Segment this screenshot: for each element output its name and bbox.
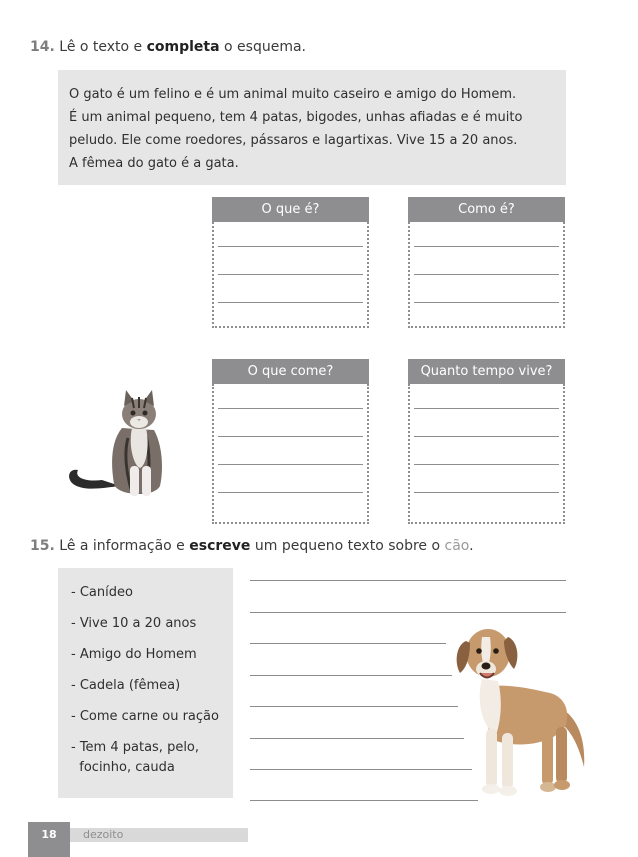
scheme-card-header: Como é?: [408, 197, 565, 222]
answer-line[interactable]: [218, 492, 363, 493]
answer-line[interactable]: [414, 492, 559, 493]
dog-info-list: [71, 583, 233, 778]
question-keyword: completa: [146, 39, 220, 55]
cat-passage-box: [58, 70, 566, 185]
question-14-title: [30, 39, 306, 55]
page-number-word: dezoito: [70, 828, 248, 842]
passage-line: peludo. Ele come roedores, pássaros e lagartixas. Vive 15 a 20 anos.: [69, 133, 518, 148]
question-number: 15.: [30, 538, 55, 554]
writing-line[interactable]: [250, 800, 478, 801]
answer-line[interactable]: [414, 464, 559, 465]
question-keyword: escreve: [189, 538, 251, 554]
question-number: 14.: [30, 39, 55, 55]
list-item: - Amigo do Homem: [71, 647, 197, 662]
page-number: 18: [28, 822, 70, 857]
cat-photo: [62, 388, 172, 506]
scheme-card-how: [408, 197, 565, 328]
answer-area[interactable]: [408, 222, 565, 328]
answer-line[interactable]: [218, 436, 363, 437]
writing-line[interactable]: [250, 580, 566, 581]
dog-info-box: [58, 568, 233, 798]
scheme-card-header: O que come?: [212, 359, 369, 384]
question-text-end: .: [469, 538, 474, 554]
question-subject: cão: [444, 538, 470, 554]
question-15-title: [30, 538, 474, 554]
scheme-card-eats: [212, 359, 369, 524]
scheme-card-header: Quanto tempo vive?: [408, 359, 565, 384]
list-item: - Vive 10 a 20 anos: [71, 616, 197, 631]
writing-line[interactable]: [250, 706, 458, 707]
list-item: - Tem 4 patas, pelo,: [71, 740, 200, 755]
question-text: Lê o texto e: [54, 39, 147, 55]
answer-line[interactable]: [218, 274, 363, 275]
answer-line[interactable]: [414, 246, 559, 247]
list-item: - Come carne ou ração: [71, 709, 219, 724]
scheme-card-what: [212, 197, 369, 328]
answer-line[interactable]: [218, 464, 363, 465]
passage-line: É um animal pequeno, tem 4 patas, bigodes, unhas afiadas e é muito: [69, 110, 523, 125]
writing-line[interactable]: [250, 769, 472, 770]
answer-area[interactable]: [212, 222, 369, 328]
scheme-card-lifespan: [408, 359, 565, 524]
answer-line[interactable]: [218, 408, 363, 409]
answer-line[interactable]: [414, 408, 559, 409]
dog-photo: [452, 617, 590, 805]
question-text: Lê a informação e: [54, 538, 190, 554]
scheme-card-header: O que é?: [212, 197, 369, 222]
answer-area[interactable]: [212, 384, 369, 524]
writing-line[interactable]: [250, 612, 566, 613]
question-text: um pequeno texto sobre o: [250, 538, 445, 554]
list-item: - Canídeo: [71, 585, 133, 600]
passage-line: A fêmea do gato é a gata.: [69, 156, 239, 171]
passage-line: O gato é um felino e é um animal muito caseiro e amigo do Homem.: [69, 87, 517, 102]
writing-line[interactable]: [250, 643, 446, 644]
answer-area[interactable]: [408, 384, 565, 524]
answer-line[interactable]: [218, 302, 363, 303]
question-text-end: o esquema.: [219, 39, 306, 55]
list-item: - Cadela (fêmea): [71, 678, 181, 693]
writing-line[interactable]: [250, 675, 452, 676]
writing-line[interactable]: [250, 738, 464, 739]
answer-line[interactable]: [414, 436, 559, 437]
answer-line[interactable]: [414, 274, 559, 275]
list-item: focinho, cauda: [71, 760, 175, 775]
answer-line[interactable]: [218, 246, 363, 247]
answer-line[interactable]: [414, 302, 559, 303]
